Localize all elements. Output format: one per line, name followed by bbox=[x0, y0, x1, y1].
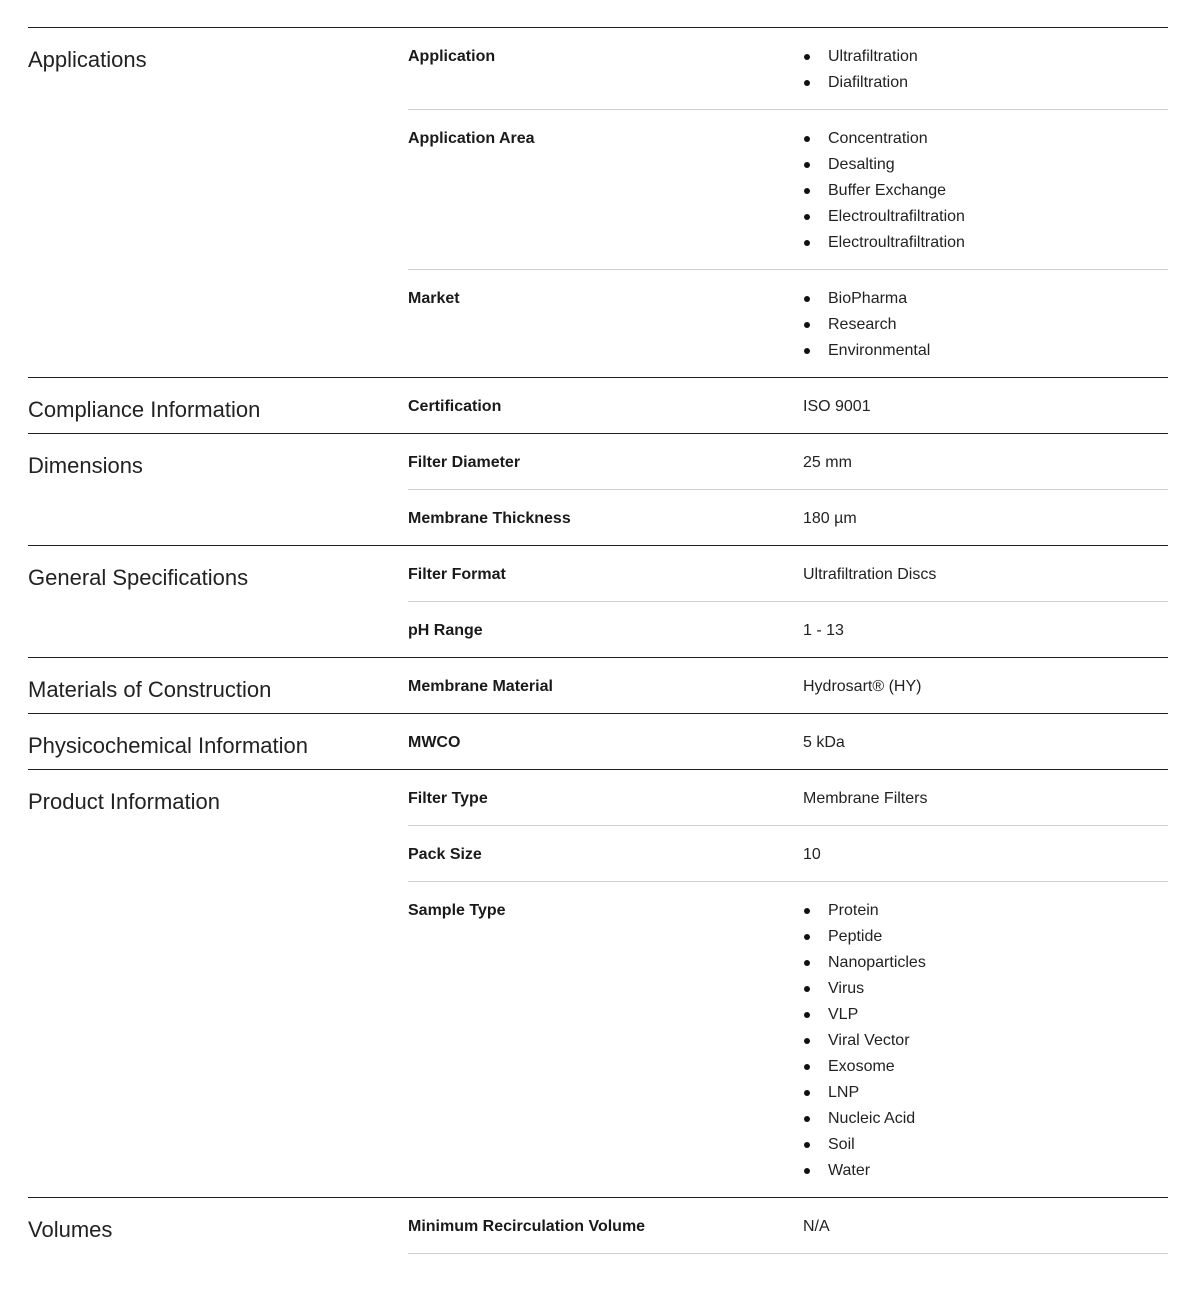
list-item: Research bbox=[828, 315, 1168, 341]
spec-label: pH Range bbox=[408, 622, 483, 639]
spec-value: ISO 9001 bbox=[803, 398, 871, 415]
spec-value bbox=[803, 47, 1168, 93]
spec-label: Certification bbox=[408, 398, 502, 415]
spec-row-market bbox=[408, 270, 1168, 377]
spec-row-minimum-recirculation-volume bbox=[408, 1198, 1168, 1254]
section-rows bbox=[408, 770, 1168, 1197]
list-item: Electroultrafiltration bbox=[828, 233, 1168, 253]
spec-row-pack-size bbox=[408, 826, 1168, 882]
spec-value: N/A bbox=[803, 1218, 830, 1235]
spec-label: Pack Size bbox=[408, 846, 482, 863]
list-item: Nucleic Acid bbox=[828, 1109, 1168, 1135]
spec-value-list bbox=[803, 129, 1168, 253]
spec-row-application-area bbox=[408, 110, 1168, 270]
spec-row-certification bbox=[408, 378, 1168, 433]
spec-label: Sample Type bbox=[408, 902, 506, 919]
section-title: Applications bbox=[28, 47, 147, 72]
list-item: Nanoparticles bbox=[828, 953, 1168, 979]
spec-label: Filter Format bbox=[408, 566, 506, 583]
list-item: Concentration bbox=[828, 129, 1168, 155]
spec-label: Minimum Recirculation Volume bbox=[408, 1218, 646, 1235]
spec-value bbox=[803, 289, 1168, 361]
list-item: Diafiltration bbox=[828, 73, 1168, 93]
spec-row-mwco bbox=[408, 714, 1168, 769]
section-title: Physicochemical Information bbox=[28, 733, 309, 758]
list-item: Viral Vector bbox=[828, 1031, 1168, 1057]
section-rows bbox=[408, 546, 1168, 657]
spec-label: Application Area bbox=[408, 130, 535, 147]
section-rows bbox=[408, 658, 1168, 713]
spec-row-sample-type bbox=[408, 882, 1168, 1197]
spec-label: Membrane Thickness bbox=[408, 510, 571, 527]
section-rows bbox=[408, 378, 1168, 433]
section-rows bbox=[408, 434, 1168, 545]
section-product-information bbox=[28, 770, 1168, 1198]
spec-row-filter-type bbox=[408, 770, 1168, 826]
spec-row-membrane-material bbox=[408, 658, 1168, 713]
section-title: General Specifications bbox=[28, 565, 249, 590]
specifications-table bbox=[28, 27, 1168, 1254]
spec-value-list bbox=[803, 289, 1168, 361]
spec-label: Filter Type bbox=[408, 790, 488, 807]
list-item: Buffer Exchange bbox=[828, 181, 1168, 207]
spec-value: Membrane Filters bbox=[803, 790, 928, 807]
spec-value: 5 kDa bbox=[803, 734, 845, 751]
list-item: Electroultrafiltration bbox=[828, 207, 1168, 233]
section-materials-of-construction bbox=[28, 658, 1168, 714]
section-rows bbox=[408, 1198, 1168, 1254]
spec-value: Hydrosart® (HY) bbox=[803, 678, 922, 695]
list-item: Peptide bbox=[828, 927, 1168, 953]
list-item: LNP bbox=[828, 1083, 1168, 1109]
list-item: Exosome bbox=[828, 1057, 1168, 1083]
list-item: VLP bbox=[828, 1005, 1168, 1031]
spec-value: Ultrafiltration Discs bbox=[803, 566, 937, 583]
spec-label: Membrane Material bbox=[408, 678, 553, 695]
spec-row-filter-diameter bbox=[408, 434, 1168, 490]
spec-value-list bbox=[803, 47, 1168, 93]
spec-value bbox=[803, 901, 1168, 1181]
section-general-specifications bbox=[28, 546, 1168, 658]
spec-label: MWCO bbox=[408, 734, 461, 751]
spec-value: 180 µm bbox=[803, 510, 857, 527]
list-item: Virus bbox=[828, 979, 1168, 1005]
list-item: BioPharma bbox=[828, 289, 1168, 315]
spec-row-application bbox=[408, 28, 1168, 110]
section-title: Product Information bbox=[28, 789, 220, 814]
section-rows bbox=[408, 28, 1168, 377]
list-item: Protein bbox=[828, 901, 1168, 927]
list-item: Soil bbox=[828, 1135, 1168, 1161]
section-physicochemical-information bbox=[28, 714, 1168, 770]
spec-row-membrane-thickness bbox=[408, 490, 1168, 545]
list-item: Water bbox=[828, 1161, 1168, 1181]
spec-row-ph-range bbox=[408, 602, 1168, 657]
spec-value: 25 mm bbox=[803, 454, 852, 471]
spec-label: Market bbox=[408, 290, 460, 307]
section-rows bbox=[408, 714, 1168, 769]
section-title: Dimensions bbox=[28, 453, 143, 478]
section-title: Materials of Construction bbox=[28, 677, 272, 702]
list-item: Ultrafiltration bbox=[828, 47, 1168, 73]
section-dimensions bbox=[28, 434, 1168, 546]
list-item: Environmental bbox=[828, 341, 1168, 361]
section-applications bbox=[28, 28, 1168, 378]
spec-label: Application bbox=[408, 48, 496, 65]
section-title: Volumes bbox=[28, 1217, 113, 1242]
section-title: Compliance Information bbox=[28, 397, 261, 422]
spec-value-list bbox=[803, 901, 1168, 1181]
spec-value: 1 - 13 bbox=[803, 622, 844, 639]
spec-label: Filter Diameter bbox=[408, 454, 521, 471]
section-compliance-information bbox=[28, 378, 1168, 434]
spec-row-filter-format bbox=[408, 546, 1168, 602]
spec-value: 10 bbox=[803, 846, 821, 863]
spec-value bbox=[803, 129, 1168, 253]
section-volumes bbox=[28, 1198, 1168, 1254]
list-item: Desalting bbox=[828, 155, 1168, 181]
